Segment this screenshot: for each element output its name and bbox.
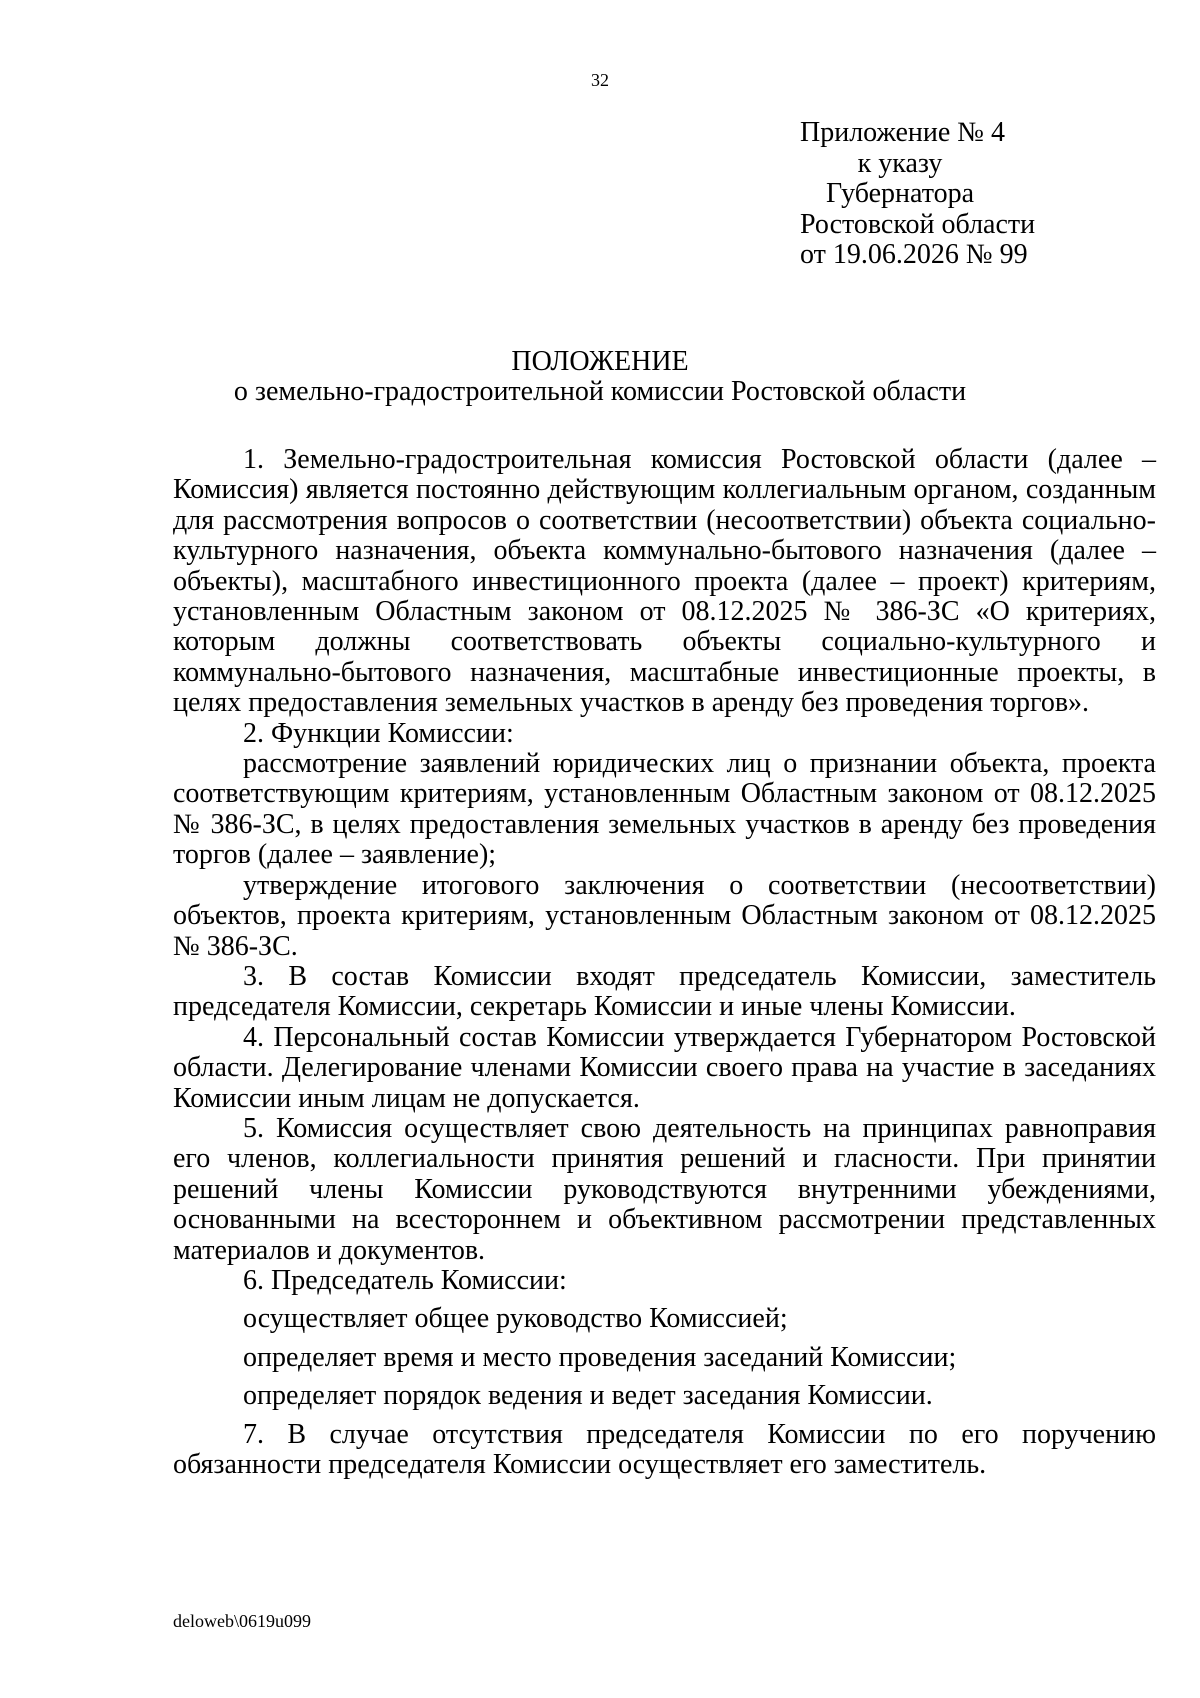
paragraph-2: 2. Функции Комиссии: bbox=[243, 717, 514, 749]
paragraph-5: 5. Комиссия осуществляет свою деятельность на принципах равноправия его членов, коллегиальности принятия решений и гласности. При принятии решений члены Комиссии руководствуются внутренними убеждениями, основанными на всестороннем и объективном рассмотрении представленных материалов и документов. bbox=[173, 1112, 1156, 1266]
paragraph-6: 6. Председатель Комиссии: bbox=[243, 1264, 567, 1296]
appendix-block bbox=[800, 117, 1036, 271]
appendix-line: Приложение № 4 bbox=[800, 117, 1005, 148]
appendix-line: Ростовской области bbox=[800, 208, 1036, 240]
paragraph-1: 1. Земельно-градостроительная комиссия Ростовской области (далее – Комиссия) является постоянно действующим коллегиальным органом, созданным для рассмотрения вопросов о соответствии (несоответствии) объекта социально-культурного назначения, объекта коммунально-бытового назначения (далее – объекты), масштабного инвестиционного проекта (далее – проект) критериям, установленным Областным законом от 08.12.2025 № 386-ЗС «О критериях, которым должны соответствовать объекты социально-культурного и коммунально-бытового назначения, масштабные инвестиционные проекты, в целях предоставления земельных участков в аренду без проведения торгов». bbox=[173, 444, 1156, 719]
appendix-line: к указу bbox=[857, 147, 943, 179]
page-number: 32 bbox=[591, 70, 609, 90]
paragraph-2-item-2: утверждение итогового заключения о соответствии (несоответствии) объектов, проекта критериям, установленным Областным законом от 08.12.2025 № 386-ЗС. bbox=[173, 869, 1156, 962]
document-subtitle: о земельно-градостроительной комиссии Ростовской области bbox=[233, 376, 967, 407]
appendix-line: Губернатора bbox=[825, 178, 975, 209]
paragraph-6-item-1: осуществляет общее руководство Комиссией; bbox=[243, 1303, 788, 1335]
document-body bbox=[173, 445, 1156, 1480]
paragraph-6-item-3: определяет порядок ведения и ведет заседания Комиссии. bbox=[243, 1380, 933, 1412]
paragraph-2-item-1: рассмотрение заявлений юридических лиц о признании объекта, проекта соответствующим критериям, установленным Областным законом от 08.12.2025 № 386-ЗС, в целях предоставления земельных участков в аренду без проведения торгов (далее – заявление); bbox=[173, 748, 1156, 871]
paragraph-7: 7. В случае отсутствия председателя Комиссии по его поручению обязанности председателя Комиссии осуществляет его заместитель. bbox=[173, 1418, 1156, 1480]
paragraph-4: 4. Персональный состав Комиссии утверждается Губернатором Ростовской области. Делегирование членами Комиссии своего права на участие в заседаниях Комиссии иным лицам не допускается. bbox=[173, 1021, 1156, 1114]
appendix-line: от 19.06.2026 № 99 bbox=[800, 239, 1028, 270]
paragraph-3: 3. В состав Комиссии входят председатель Комиссии, заместитель председателя Комиссии, секретарь Комиссии и иные члены Комиссии. bbox=[173, 960, 1156, 1023]
file-reference: deloweb\0619u099 bbox=[173, 1611, 311, 1631]
paragraph-6-item-2: определяет время и место проведения заседаний Комиссии; bbox=[243, 1341, 957, 1373]
document-title: ПОЛОЖЕНИЕ bbox=[511, 346, 689, 377]
